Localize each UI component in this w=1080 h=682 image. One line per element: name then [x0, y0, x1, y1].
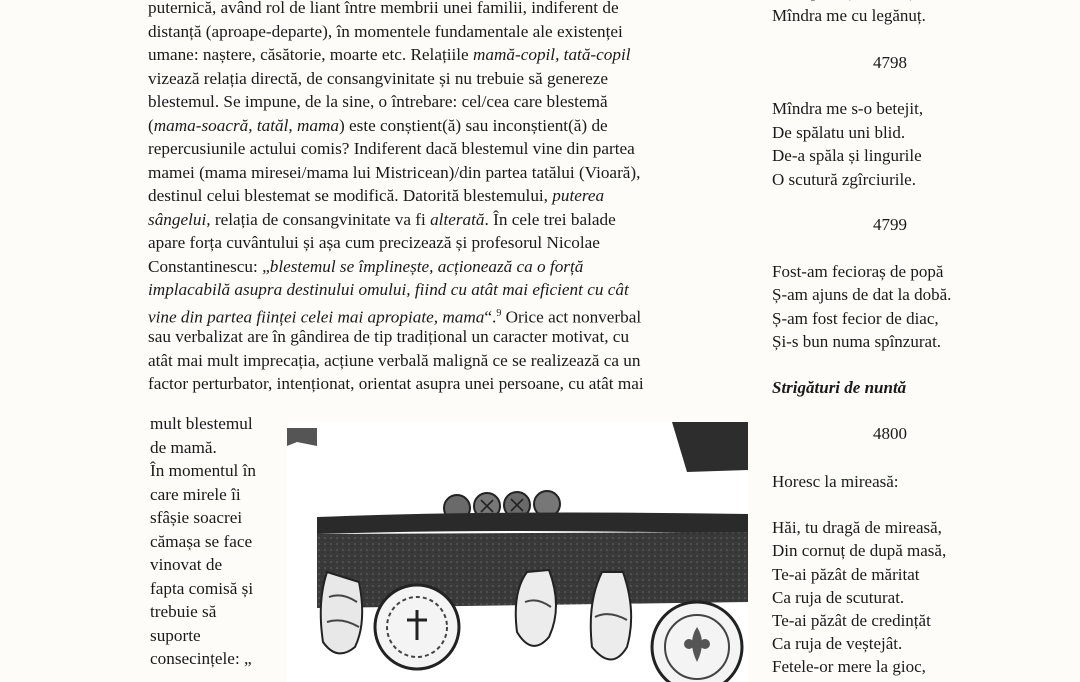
- verse-line: Mîndra me s-o betejit,: [772, 99, 924, 118]
- text-line: vizează relația directă, de consangvinitate și nu trebuie să genereze: [148, 68, 609, 88]
- text-line: care mirele îi: [150, 484, 241, 504]
- text-line: destinul celui blestemat se modifică. Datorită blestemului, puterea: [148, 186, 605, 205]
- text-line: fapta comisă și: [150, 578, 254, 598]
- decorated-plate-right: [652, 602, 742, 682]
- text-line: vine din partea ființei celei mai apropiate, mama“.$^9$ Orice act nonverbal: [148, 307, 642, 327]
- verse-line: Ca ruja de scuturat.: [772, 588, 905, 607]
- photo-corner: [672, 422, 748, 472]
- verse-line: Ș-am ajuns de dat la dobă.: [772, 285, 952, 304]
- text-line: puternică, având rol de liant între membrii unei familii, indiferent de: [148, 0, 619, 17]
- verse-line: [772, 0, 913, 3]
- text-line: repercusiunile actului comis? Indiferent dacă blestemul vine din partea: [148, 139, 635, 158]
- verse-line: De spălatu uni blid.: [772, 123, 906, 142]
- text-line: mamei (mama miresei/mama lui Mistricean)/din partea tatălui (Vioară),: [148, 162, 641, 182]
- text-line: suporte: [150, 625, 201, 645]
- verse-line: O scutură zgîrciurile.: [772, 170, 916, 189]
- text-line: factor perturbator, intenționat, orientat asupra unei persoane, cu atât mai: [148, 374, 644, 393]
- text-line: (mama-soacră, tatăl, mama) este conștient(ă) sau inconștient(ă) de: [148, 115, 608, 135]
- text-line: consecințele: „: [150, 649, 252, 668]
- hanging-jug-right: [591, 572, 631, 660]
- verse-line: Ca ruja de veștejât.: [772, 634, 903, 653]
- text-line: umane: naștere, căsătorie, moarte etc. Relațiile mamă-copil, tată-copil: [148, 45, 631, 64]
- verse-line: De-a spăla și lingurile: [772, 146, 922, 165]
- pottery-photo: [287, 422, 748, 682]
- hanging-jug-middle: [516, 570, 556, 646]
- verse-line: Te-ai păzât de credințăt: [772, 611, 931, 630]
- text-line: Constantinescu: „blestemul se împlinește, acționează ca o forță: [148, 256, 584, 276]
- text-line: vinovat de: [150, 555, 223, 574]
- photo-corner: [287, 428, 317, 446]
- verse-line: Hăi, tu dragă de mireasă,: [772, 518, 942, 537]
- text-line: distanță (aproape-departe), în momentele fundamentale ale existenței: [148, 21, 623, 41]
- text-line: sau verbalizat are în gândirea de tip tradițional un caracter motivat, cu: [148, 327, 630, 346]
- pottery-illustration: [287, 422, 748, 682]
- text-line: În momentul în: [150, 461, 256, 480]
- verse-line: Din cornuț de după masă,: [772, 541, 947, 560]
- shelf-rail: [317, 513, 748, 534]
- text-line: blestemul. Se impune, de la sine, o întrebare: cel/cea care blestemă: [148, 92, 608, 111]
- verse-line: Fetele-or mere la gioc,: [772, 657, 926, 676]
- text-line: cămașa se face: [150, 531, 253, 551]
- decorated-plate-left: [375, 585, 459, 669]
- text-line: apare forța cuvântului și așa cum precizează și profesorul Nicolae: [148, 233, 600, 252]
- verse-number: 4798: [873, 53, 907, 72]
- hanging-jug-left: [321, 572, 362, 653]
- text-line: trebuie să: [150, 602, 217, 621]
- text-line: de mamă.: [150, 437, 217, 457]
- verse-intro: Horesc la mireasă:: [772, 472, 899, 491]
- verse-number: 4800: [873, 424, 907, 443]
- verse-number: 4799: [873, 215, 907, 234]
- text-line: mult blestemul: [150, 414, 253, 433]
- text-line: implacabilă asupra destinului omului, fiind cu atât mai eficient cu cât: [148, 280, 629, 299]
- verse-line: Și-s bun numa spînzurat.: [772, 332, 942, 351]
- verse-line: Mîndra me cu legănuț.: [772, 6, 926, 25]
- section-heading: Strigături de nuntă: [772, 378, 907, 397]
- verse-line: Ș-am fost fecior de diac,: [772, 309, 939, 328]
- verse-line: Te-ai păzât de măritat: [772, 565, 920, 584]
- text-line: atât mai mult imprecația, acțiune verbală malignă ce se realizează ca un: [148, 350, 641, 370]
- text-line: sfâșie soacrei: [150, 508, 243, 527]
- text-line: sângelui, relația de consangvinitate va fi alterată. În cele trei balade: [148, 209, 616, 229]
- verse-line: Fost-am fecioraș de popă: [772, 262, 944, 281]
